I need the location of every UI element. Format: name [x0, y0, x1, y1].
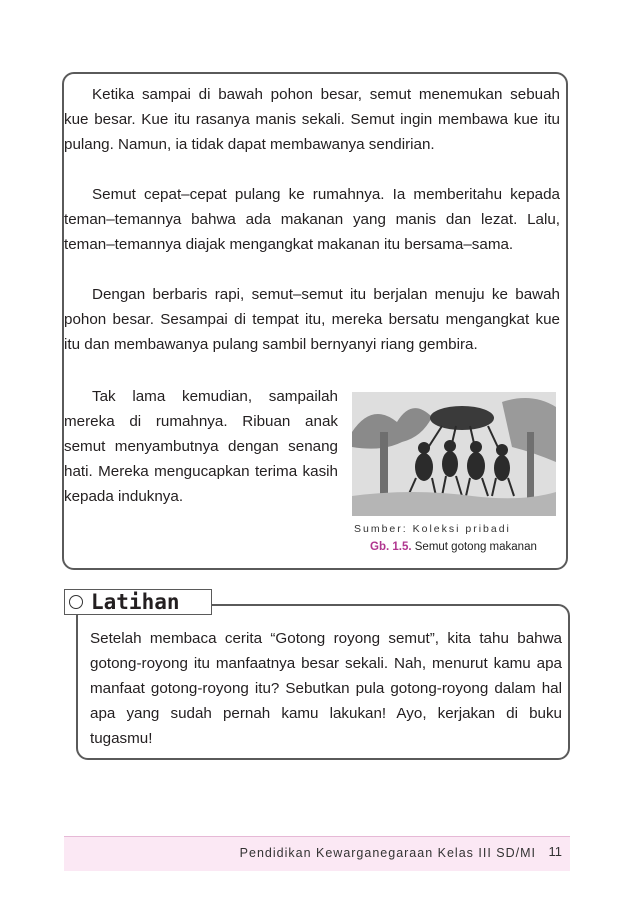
story-paragraph: Ketika sampai di bawah pohon besar, semut menemukan sebuah kue besar. Kue itu rasanya manis sekali. Semut ingin membawa kue itu pulang. Namun, ia tidak dapat membawanya sendirian.	[64, 86, 560, 153]
footer-book-title: Pendidikan Kewarganegaraan Kelas III SD/MI	[239, 846, 536, 860]
story-paragraph: Dengan berbaris rapi, semut–semut itu berjalan menuju ke bawah pohon besar. Sesampai di tempat itu, mereka bersatu mengangkat kue itu dan membawanya pulang sambil bernyanyi riang gembira.	[64, 286, 560, 353]
story-paragraph: Semut cepat–cepat pulang ke rumahnya. Ia memberitahu kepada teman–temannya bahwa ada makanan yang manis dan lezat. Lalu, teman–temannya diajak mengangkat makanan itu bersama–sama.	[64, 186, 560, 253]
latihan-title: Latihan	[91, 590, 180, 614]
figure-caption	[370, 541, 537, 553]
figure-source: Sumber: Koleksi pribadi	[354, 523, 511, 535]
latihan-heading	[64, 589, 212, 615]
story-paragraph: Tak lama kemudian, sampailah mereka di rumahnya. Ribuan anak semut menyambutnya dengan senang hati. Mereka mengucapkan terima kasih kepada induknya.	[64, 388, 338, 505]
circle-bullet-icon	[69, 595, 83, 609]
latihan-text: Setelah membaca cerita “Gotong royong semut”, kita tahu bahwa gotong-royong itu manfaatnya besar sekali. Nah, menurut kamu apa manfaat gotong-royong itu? Sebutkan pula gotong-royong dalam hal apa yang sudah pernah kamu lakukan! Ayo, kerjakan di buku tugasmu!	[90, 630, 562, 747]
page-number: 11	[548, 844, 562, 859]
ants-carrying-food-illustration	[352, 392, 556, 516]
page-footer	[64, 836, 570, 871]
figure-caption-label: Gb. 1.5.	[370, 541, 412, 553]
figure-caption-text: Semut gotong makanan	[414, 541, 537, 553]
